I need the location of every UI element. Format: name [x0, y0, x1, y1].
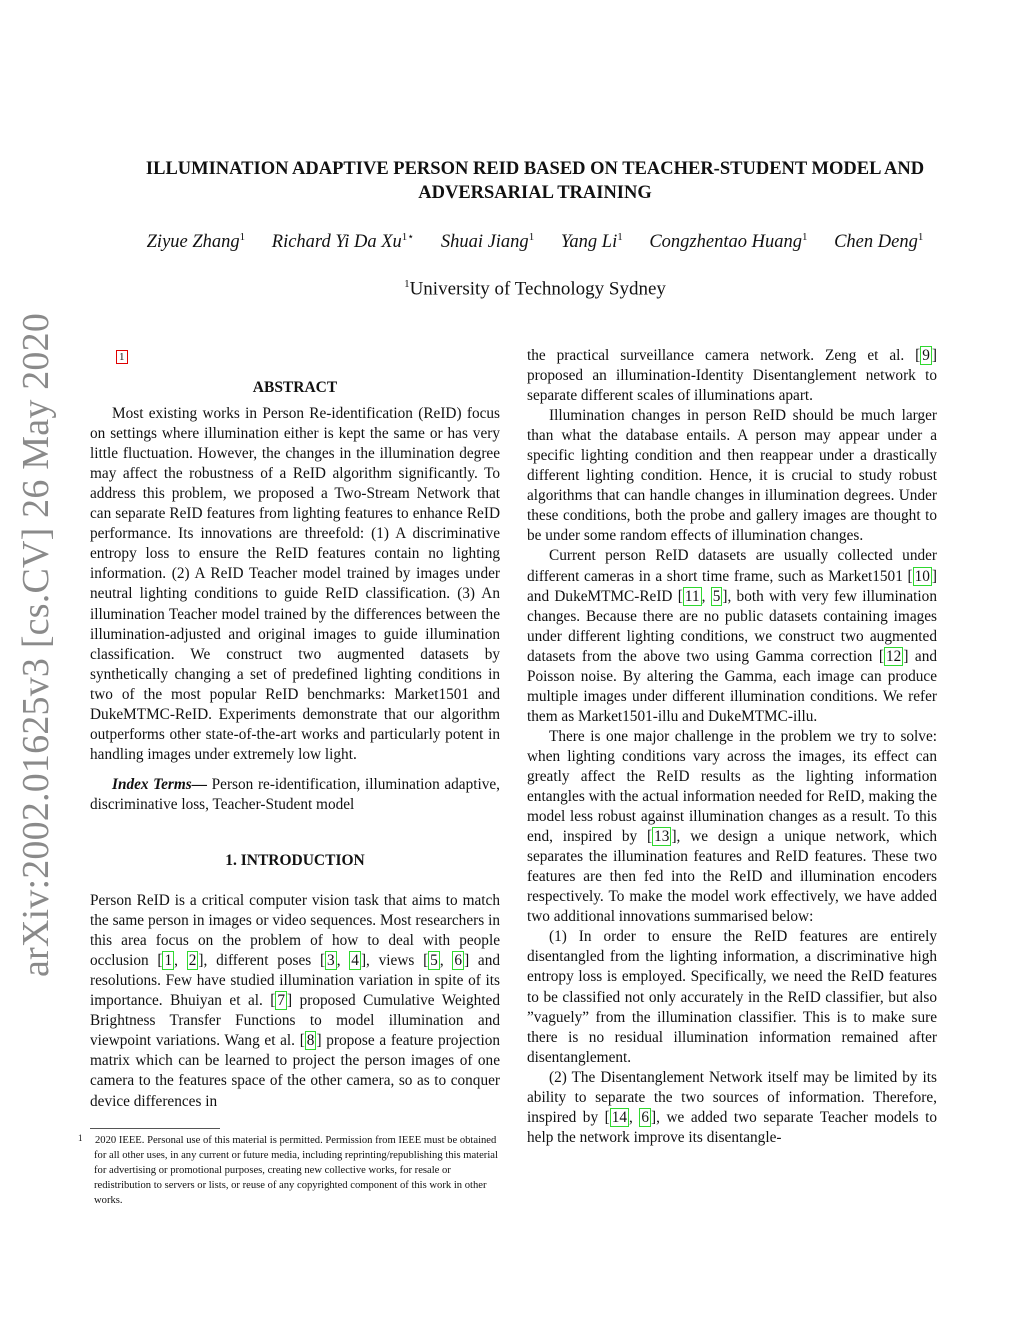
author-name: Ziyue Zhang	[146, 232, 240, 253]
citation-link[interactable]: 1	[164, 952, 173, 970]
citation-link[interactable]: 5	[430, 952, 438, 970]
citation-link[interactable]: 13	[654, 828, 670, 846]
author-list	[60, 230, 1010, 253]
footnote-divider	[90, 1128, 220, 1129]
index-terms-text: Person re-identification, illumination adaptive, discriminative loss, Teacher-Student model	[90, 775, 501, 813]
title-line-1: ILLUMINATION ADAPTIVE PERSON REID BASED ON TEACHER-STUDENT MODEL AND	[145, 159, 925, 179]
citation-link[interactable]: 8	[306, 1032, 315, 1050]
index-terms	[90, 775, 500, 815]
paper-title	[60, 157, 1010, 205]
citation-link[interactable]: 9	[922, 347, 930, 364]
author-affiliation-mark: 1	[801, 231, 808, 243]
author-affiliation-mark: 1⋆	[401, 231, 415, 243]
footnote-body	[78, 1133, 500, 1208]
author-name: Congzhentao Huang	[649, 232, 802, 253]
right-column	[527, 346, 937, 1148]
author-affiliation-mark: 1	[617, 231, 623, 243]
abstract-paragraph: Most existing works in Person Re-identification (ReID) focus on settings where illumination either is kept the same or has very little fluctuation. However, the changes in the illumination degree may affect the robustness of a ReID algorithm significantly. To address this problem, we proposed a Two-Stream Network that can separate ReID features from lighting features to enhance ReID performance. Its innovations are threefold: (1) A discriminative entropy loss to ensure the ReID features contain no lighting information. (2) A ReID Teacher model trained by images under neutral lighting conditions to guide ReID classification. (3) An illumination Teacher model trained by the differences between the illumination-adjusted and original images to guide illumination classification. We construct two augmented datasets by synthetically changing a set of predefined lighting conditions in two of the most popular ReID benchmarks: Market1501 and DukeMTMC-ReID. Experiments demonstrate that our algorithm outperforms other state-of-the-art works and particularly potent in handling images under extremely low light.	[90, 405, 500, 763]
body-paragraph: There is one major challenge in the problem we try to solve: when lighting conditions vary across the images, its effect can greatly affect the ReID results as the lighting information entangles with the actual information needed for ReID, making the model less robust against illumination changes as a result. To this end, inspired by [ 13 ], we design a unique network, which separates the illumination features and ReID features. These two features are then fed into the ReID and illumination encoders respectively. To make the model work effectively, we have added two additional innovations summarised below:	[527, 727, 937, 926]
affiliation-name: University of Technology Sydney	[409, 278, 666, 300]
citation-link[interactable]: 14	[611, 1108, 628, 1126]
author-name: Chen Deng	[834, 232, 918, 253]
citation-link[interactable]: 12	[886, 647, 902, 665]
citation-link[interactable]: 4	[351, 952, 359, 970]
citation-link[interactable]: 10	[914, 567, 930, 585]
author-name: Shuai Jiang	[440, 232, 529, 253]
affiliation-mark: 1	[404, 278, 410, 290]
abstract-heading: ABSTRACT	[252, 379, 338, 396]
author	[561, 232, 623, 252]
citation-link[interactable]: 2	[188, 952, 197, 970]
author	[441, 232, 534, 252]
author-name: Yang Li	[560, 232, 618, 253]
introduction-heading: 1. INTRODUCTION	[225, 851, 365, 869]
arxiv-id-text: arXiv:2002.01625v3 [cs.CV] 26 May 2020	[15, 312, 57, 978]
author-affiliation-mark: 1	[239, 231, 246, 243]
author-name: Richard Yi Da Xu	[271, 232, 402, 253]
footnote-text: 2020 IEEE. Personal use of this material is permitted. Permission from IEEE must be obtained for all other uses, in any current or future media, including reprinting/republishing this material for advertising or promotional purposes, creating new collective works, for resale or redistribution to servers or lists, or reuse of any copyrighted component of this work in other works.	[94, 1135, 498, 1206]
citation-link[interactable]: 5	[712, 587, 721, 605]
author	[834, 232, 923, 252]
citation-link[interactable]: 7	[277, 992, 286, 1010]
author	[649, 232, 807, 252]
citation-link[interactable]: 6	[641, 1108, 650, 1126]
footnote	[78, 1128, 500, 1208]
body-paragraph: (1) In order to ensure the ReID features are entirely disentangled from the lighting information, a discriminative high entropy loss is employed. Specifically, we need the ReID features to be classified not only accurately in the ReID classifier, but also ”vaguely” from the illumination classifier. This is to make sure there is no residual illumination information remained after disentanglement.	[527, 928, 937, 1066]
citation-link[interactable]: 3	[327, 952, 335, 970]
body-paragraph: Current person ReID datasets are usually collected under different cameras in a short time frame, such as Market1501 [ 10 ] and DukeMTMC-ReID [ 11 , 5 ], both with very few illumination changes. Because there are no public datasets containing images under different lighting conditions, we construct two augmented datasets from the above two using Gamma correction [ 12 ] and Poisson noise. By altering the Gamma, each image can produce multiple images under different illumination conditions. We refer them as Market1501-illu and DukeMTMC-illu.	[527, 547, 937, 725]
arxiv-identifier	[8, 312, 64, 978]
left-column	[90, 346, 500, 1112]
body-paragraph: Illumination changes in person ReID should be much larger than what the database entails. A person may appear under a specific lighting condition and then reappear under a drastically different lighting condition. Hence, it is crucial to study robust algorithms that can handle changes in illumination degrees. Under these conditions, both the probe and gallery images are thought to be under some random effects of illumination changes.	[527, 407, 937, 545]
author-affiliation-mark: 1	[528, 231, 535, 243]
citation-link[interactable]: 6	[454, 952, 463, 970]
intro-paragraph: Person ReID is a critical computer vision task that aims to match the same person in images or video sequences. Most researchers in this area focus on the problem of how to deal with people occlusion [ 1 , 2 ], different poses [ 3 , 4 ], views [ 5 , 6 ] and resolutions. Few have studied illumination variation in spite of its importance. Bhuiyan et al. [ 7 ] proposed Cumulative Weighted Brightness Transfer Functions to model illumination and viewpoint variations. Wang et al. [ 8 ] propose a feature projection matrix which can be learned to project the person images of one camera to the features space of the other camera, so as to conquer device differences in	[90, 892, 501, 1110]
author	[147, 232, 246, 252]
footnote-reference	[116, 346, 500, 364]
body-paragraph: the practical surveillance camera network. Zeng et al. [ 9 ] proposed an illumination-Identity Disentanglement network to separate different scales of illuminations apart.	[527, 347, 937, 405]
affiliation	[60, 278, 1010, 300]
author-affiliation-mark: 1	[917, 231, 924, 243]
title-line-2: ADVERSARIAL TRAINING	[418, 183, 652, 203]
index-terms-label: Index Terms—	[112, 775, 208, 793]
footnote-reference-link[interactable]: 1	[116, 350, 128, 364]
footnote-mark: 1	[78, 1133, 83, 1143]
body-paragraph: (2) The Disentanglement Network itself may be limited by its ability to separate the two sources of information. Therefore, inspired by [ 14 , 6 ], we added two separate Teacher models to help the network improve its disentangle-	[527, 1068, 937, 1146]
citation-link[interactable]: 11	[684, 587, 700, 605]
author	[272, 232, 414, 252]
